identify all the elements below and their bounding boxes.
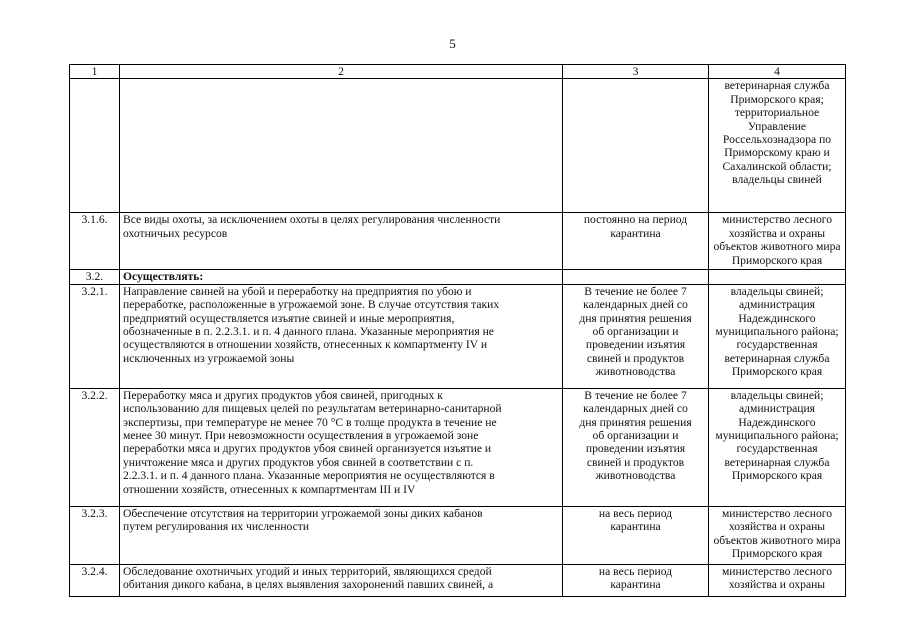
text-line: Направление свиней на убой и переработку на предприятия по убою и <box>123 284 472 298</box>
text-line: животноводства <box>595 365 676 379</box>
text-line: объектов животного мира <box>713 240 841 254</box>
text-line: министерство лесного <box>721 564 833 578</box>
text-line: Приморского края <box>731 547 823 561</box>
measures-table <box>69 64 846 597</box>
text-line: Управление <box>747 119 807 133</box>
column-header-1: 1 <box>70 65 120 79</box>
text-line: на весь период <box>598 506 673 520</box>
text-line: свиней и продуктов <box>586 455 685 469</box>
text-line: охотничьих ресурсов <box>123 226 228 240</box>
text-line: менее 30 минут. При невозможности осуществления в угрожаемой зоне <box>123 429 479 443</box>
text-line: Приморского края <box>731 365 823 379</box>
text-line: Обследование охотничьих угодий и иных территорий, являющихся средой <box>123 564 492 578</box>
responsible-text <box>709 284 846 388</box>
text-line: использованию для пищевых целей по результатам ветеринарно-санитарной <box>123 402 502 416</box>
text-line: об организации и <box>592 325 679 339</box>
text-line: Россельхознадзора по <box>722 133 832 147</box>
text-line: уничтожение мяса и других продуктов убоя свиней в соответствии с п. <box>123 455 474 469</box>
table-header-row <box>70 65 846 79</box>
row-number <box>70 79 120 213</box>
text-line: предприятий осуществляется изъятие свиней и иные мероприятия, <box>123 311 455 325</box>
row-number: 3.2.2. <box>70 388 120 506</box>
text-line: карантина <box>610 578 661 592</box>
text-line: постоянно на период <box>583 213 688 227</box>
text-line: владельцы свиней <box>732 173 822 187</box>
row-number: 3.2.1. <box>70 284 120 388</box>
text-line: администрация <box>738 402 816 416</box>
text-line: хозяйства и охраны <box>728 226 826 240</box>
text-line: на весь период <box>598 564 673 578</box>
text-line: исключенных из угрожаемой зоны <box>123 351 295 365</box>
text-line: переработки мяса и других продуктов убоя свиней организуется изъятие и <box>123 442 492 456</box>
text-line: объектов животного мира <box>713 533 841 547</box>
responsible-text <box>709 564 846 596</box>
section-heading <box>120 270 563 284</box>
text-line: Обеспечение отсутствия на территории угрожаемой зоны диких кабанов <box>123 506 483 520</box>
text-line: об организации и <box>592 429 679 443</box>
text-line: дня принятия решения <box>579 415 692 429</box>
text-line: Переработку мяса и других продуктов убоя свиней, пригодных к <box>123 388 443 402</box>
measure-text <box>120 284 563 388</box>
responsible-text <box>709 79 846 213</box>
responsible-text <box>709 213 846 270</box>
text-line: Осуществлять: <box>123 270 204 284</box>
table-row <box>70 284 846 388</box>
column-header-3: 3 <box>563 65 709 79</box>
text-line: хозяйства и охраны <box>728 578 826 592</box>
row-number: 3.2. <box>70 270 120 284</box>
text-line: осуществляются в отношении хозяйств, отнесенных к компартменту IV и <box>123 338 488 352</box>
row-number: 3.1.6. <box>70 213 120 270</box>
term-text <box>563 388 709 506</box>
table-row <box>70 270 846 284</box>
text-line: экспертизы, при температуре не менее 70 °С в толще продукта в течение не <box>123 415 497 429</box>
text-line: Сахалинской области; <box>722 159 832 173</box>
text-line: министерство лесного <box>721 506 833 520</box>
measure-text <box>120 506 563 564</box>
responsible-text <box>709 270 846 284</box>
responsible-text <box>709 506 846 564</box>
measure-text <box>120 564 563 596</box>
text-line: муниципального района; <box>715 429 839 443</box>
text-line: владельцы свиней; <box>730 284 824 298</box>
text-line: муниципального района; <box>715 325 839 339</box>
text-line: Надеждинского <box>738 415 816 429</box>
table-row <box>70 388 846 506</box>
text-line: обитания дикого кабана, в целях выявления захоронений павших свиней, а <box>123 578 494 592</box>
table-row <box>70 564 846 596</box>
row-number: 3.2.4. <box>70 564 120 596</box>
text-line: ветеринарная служба <box>724 455 830 469</box>
term-text <box>563 79 709 213</box>
text-line: Приморского края <box>731 469 823 483</box>
table-row <box>70 506 846 564</box>
text-line: путем регулирования их численности <box>123 520 310 534</box>
text-line: свиней и продуктов <box>586 351 685 365</box>
text-line: В течение не более 7 <box>584 388 687 402</box>
text-line: проведении изъятия <box>585 442 686 456</box>
term-text <box>563 213 709 270</box>
table-row <box>70 79 846 213</box>
measure-text <box>120 213 563 270</box>
text-line: администрация <box>738 298 816 312</box>
text-line: Все виды охоты, за исключением охоты в целях регулирования численности <box>123 213 501 227</box>
text-line: хозяйства и охраны <box>728 520 826 534</box>
text-line: обозначенные в п. 2.2.3.1. и п. 4 данного плана. Указанные мероприятия не <box>123 325 494 339</box>
text-line: Надеждинского <box>738 311 816 325</box>
row-number: 3.2.3. <box>70 506 120 564</box>
text-line: Приморского края <box>731 253 823 267</box>
text-line: карантина <box>610 226 661 240</box>
text-line: Приморского края; <box>730 92 824 106</box>
text-line: отношении хозяйств, отнесенных к компартментам III и IV <box>123 482 416 496</box>
term-text <box>563 270 709 284</box>
text-line: государственная <box>736 442 818 456</box>
column-header-4: 4 <box>709 65 846 79</box>
responsible-text <box>709 388 846 506</box>
text-line: владельцы свиней; <box>730 388 824 402</box>
text-line: Приморскому краю и <box>724 146 830 160</box>
text-line: проведении изъятия <box>585 338 686 352</box>
text-line: ветеринарная служба <box>724 351 830 365</box>
measure-text <box>120 388 563 506</box>
text-line: карантина <box>610 520 661 534</box>
text-line: ветеринарная служба <box>724 79 830 93</box>
text-line: переработке, расположенные в угрожаемой зоне. В случае отсутствия таких <box>123 298 500 312</box>
text-line: 2.2.3.1. и п. 4 данного плана. Указанные мероприятия не осуществляются в <box>123 469 495 483</box>
text-line: государственная <box>736 338 818 352</box>
text-line: министерство лесного <box>721 213 833 227</box>
table-row <box>70 213 846 270</box>
measure-text <box>120 79 563 213</box>
term-text <box>563 284 709 388</box>
text-line: календарных дней со <box>583 298 688 312</box>
text-line: дня принятия решения <box>579 311 692 325</box>
column-header-2: 2 <box>120 65 563 79</box>
text-line: календарных дней со <box>583 402 688 416</box>
text-line: В течение не более 7 <box>584 284 687 298</box>
page-number: 5 <box>449 36 456 51</box>
term-text <box>563 564 709 596</box>
term-text <box>563 506 709 564</box>
text-line: животноводства <box>595 469 676 483</box>
text-line: территориальное <box>734 106 820 120</box>
